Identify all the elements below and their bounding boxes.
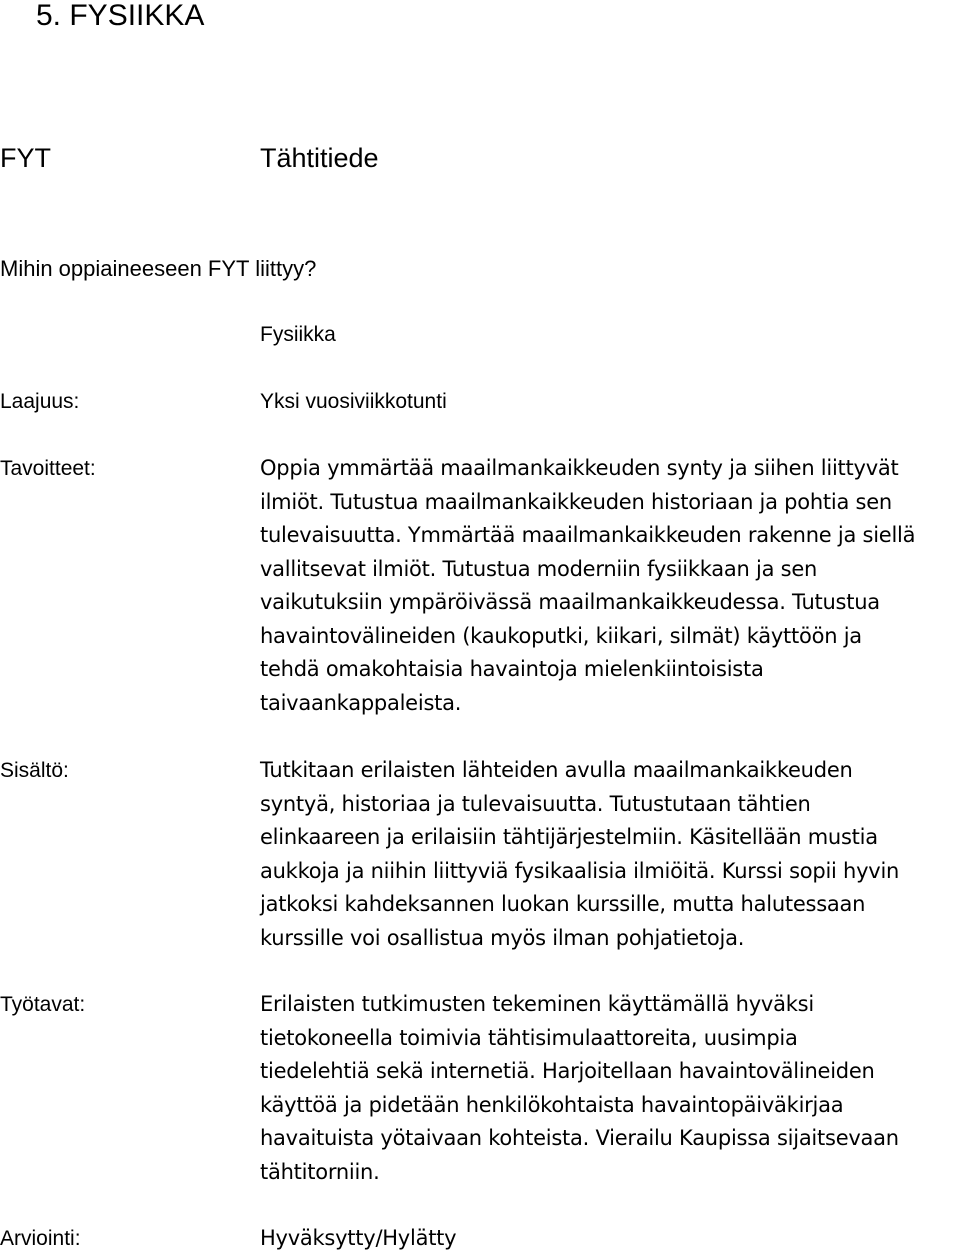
methods-line: tähtitorniin. xyxy=(260,1159,380,1184)
goals-line: tulevaisuutta. Ymmärtää maailmankaikkeuden rakenne ja siellä xyxy=(260,523,916,547)
goals-line: havaintovälineiden (kaukoputki, kiikari, silmät) käyttöön ja xyxy=(260,623,862,648)
methods-line: käyttöä ja pidetään henkilökohtaista havaintopäiväkirjaa xyxy=(260,1092,844,1117)
scope-label: Laajuus: xyxy=(0,390,80,413)
scope-value: Yksi vuosiviikkotunti xyxy=(260,390,447,413)
assessment-label: Arviointi: xyxy=(0,1227,81,1250)
content-line: kurssille voi osallistua myös ilman pohjatietoja. xyxy=(260,925,745,950)
goals-label: Tavoitteet: xyxy=(0,457,96,480)
content-line: jatkoksi kahdeksannen luokan kurssille, mutta halutessaan xyxy=(260,892,866,916)
methods-line: tietokoneella toimivia tähtisimulaattoreita, uusimpia xyxy=(260,1025,798,1050)
goals-line: ilmiöt. Tutustua maailmankaikkeuden historiaan ja pohtia sen xyxy=(260,489,892,514)
content-line: aukkoja ja niihin liittyviä fysikaalisia ilmiöitä. Kurssi sopii hyvin xyxy=(260,858,900,883)
content-paragraph xyxy=(260,754,958,955)
methods-line: havaituista yötaivaan kohteista. Vierailu Kaupissa sijaitsevaan xyxy=(260,1126,899,1150)
course-code: FYT xyxy=(0,143,51,173)
subject-answer: Fysiikka xyxy=(260,323,336,346)
methods-line: Erilaisten tutkimusten tekeminen käyttämällä hyväksi xyxy=(260,992,814,1016)
methods-paragraph xyxy=(260,988,958,1189)
content-label: Sisältö: xyxy=(0,759,69,782)
goals-paragraph xyxy=(260,452,958,720)
course-title: Tähtitiede xyxy=(260,143,379,173)
section-heading: 5. FYSIIKKA xyxy=(36,0,205,32)
goals-line: tehdä omakohtaisia havaintoja mielenkiintoisista xyxy=(260,657,764,681)
goals-line: vaikutuksiin ympäröivässä maailmankaikkeudessa. Tutustua xyxy=(260,590,880,614)
assessment-value: Hyväksytty/Hylätty xyxy=(260,1226,457,1250)
methods-line: tiedelehtiä sekä internetiä. Harjoitellaan havaintovälineiden xyxy=(260,1059,875,1083)
goals-line: vallitsevat ilmiöt. Tutustua moderniin fysiikkaan ja sen xyxy=(260,556,818,581)
subject-question: Mihin oppiaineeseen FYT liittyy? xyxy=(0,256,317,281)
methods-label: Työtavat: xyxy=(0,993,86,1016)
content-line: elinkaareen ja erilaisiin tähtijärjestelmiin. Käsitellään mustia xyxy=(260,825,878,849)
content-line: syntyä, historiaa ja tulevaisuutta. Tutustutaan tähtien xyxy=(260,791,811,816)
goals-line: taivaankappaleista. xyxy=(260,690,462,715)
content-line: Tutkitaan erilaisten lähteiden avulla maailmankaikkeuden xyxy=(260,758,853,782)
goals-line: Oppia ymmärtää maailmankaikkeuden synty ja siihen liittyvät xyxy=(260,456,899,480)
